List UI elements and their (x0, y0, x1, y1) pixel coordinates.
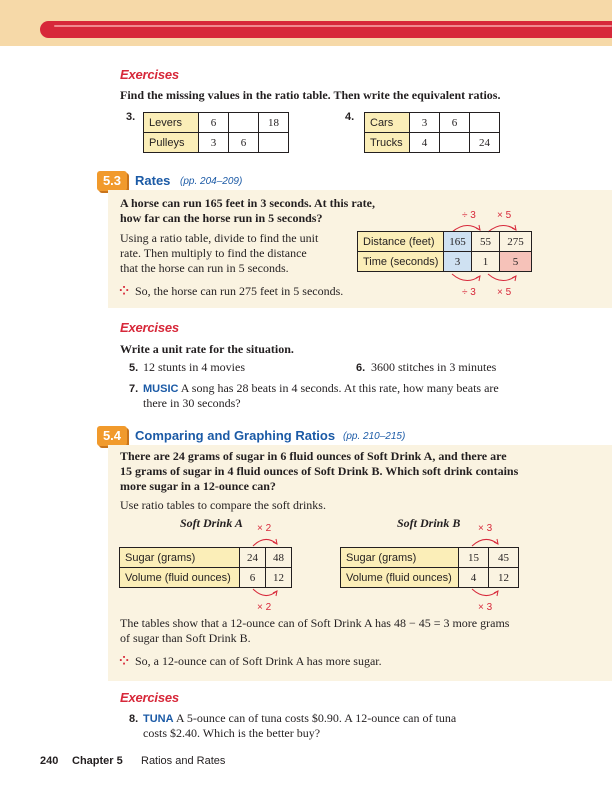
ratio-table-drink-b (340, 547, 519, 588)
exercise-text-line: A song has 28 beats in 4 seconds. At this rate, how many beats are (180, 381, 499, 395)
conclusion-bullet-icon: ⁘ (119, 284, 130, 298)
row-label: Trucks (365, 133, 410, 153)
row-label: Time (seconds) (358, 252, 444, 272)
table-row (144, 133, 289, 153)
example-problem: A horse can run 165 feet in 3 seconds. At this rate, (120, 196, 375, 210)
example-explanation: that the horse can run in 5 seconds. (120, 261, 289, 275)
exercises-heading: Exercises (120, 67, 179, 82)
table-cell: 6 (440, 113, 470, 133)
table-cell: 24 (240, 548, 266, 568)
arrow-icon (440, 273, 532, 287)
table-cell: 3 (410, 113, 440, 133)
table-cell: 6 (229, 133, 259, 153)
example-problem: how far can the horse run in 5 seconds? (120, 211, 323, 225)
table-cell: 3 (444, 252, 472, 272)
table-row (365, 113, 500, 133)
table-cell: 3 (199, 133, 229, 153)
row-label: Distance (feet) (358, 232, 444, 252)
example-result: The tables show that a 12-ounce can of Soft Drink A has 48 − 45 = 3 more grams (120, 616, 510, 630)
footer-chapter-title: Ratios and Rates (141, 755, 226, 767)
exercise-number: 6. (356, 362, 366, 374)
arrow-icon (463, 533, 505, 547)
exercise-tag: MUSIC (143, 383, 179, 395)
row-label: Pulleys (144, 133, 199, 153)
exercise-text (143, 381, 499, 397)
table-cell: 12 (489, 568, 519, 588)
table-cell: 6 (199, 113, 229, 133)
drink-a-title: Soft Drink A (180, 516, 243, 530)
example-explanation: Use ratio tables to compare the soft drinks. (120, 498, 326, 512)
row-label: Sugar (grams) (341, 548, 459, 568)
table-row (144, 113, 289, 133)
example-problem: There are 24 grams of sugar in 6 fluid ounces of Soft Drink A, and there are (120, 449, 507, 463)
exercises-heading: Exercises (120, 690, 179, 705)
exercise-text: 3600 stitches in 3 minutes (371, 360, 497, 374)
table-cell: 1 (472, 252, 500, 272)
example-explanation: rate. Then multiply to find the distance (120, 246, 307, 260)
exercises-instruction: Find the missing values in the ratio table. Then write the equivalent ratios. (120, 88, 501, 102)
table-row (365, 133, 500, 153)
operation-label: ÷ 3 (462, 210, 476, 221)
exercise-text (143, 711, 456, 727)
example-conclusion: So, the horse can run 275 feet in 5 seconds. (135, 284, 344, 298)
exercises-heading: Exercises (120, 320, 179, 335)
operation-label: × 2 (257, 602, 272, 613)
section-badge: 5.3 (97, 171, 127, 191)
exercise-text-line: there in 30 seconds? (143, 396, 241, 410)
table-cell (470, 113, 500, 133)
table-cell (229, 113, 259, 133)
row-label: Cars (365, 113, 410, 133)
example-explanation: Using a ratio table, divide to find the unit (120, 231, 319, 245)
conclusion-bullet-icon: ⁘ (119, 654, 130, 668)
table-cell: 45 (489, 548, 519, 568)
table-row (341, 548, 519, 568)
operation-label: × 3 (478, 602, 493, 613)
exercise-number: 3. (126, 111, 136, 123)
banner-strip (40, 21, 612, 38)
table-cell: 55 (472, 232, 500, 252)
table-row (341, 568, 519, 588)
table-cell: 6 (240, 568, 266, 588)
table-cell: 15 (459, 548, 489, 568)
table-cell: 18 (259, 113, 289, 133)
arrow-icon (463, 588, 505, 602)
table-cell (259, 133, 289, 153)
drink-b-title: Soft Drink B (397, 516, 461, 530)
table-cell: 24 (470, 133, 500, 153)
table-row (120, 548, 292, 568)
section-title: Comparing and Graphing Ratios (135, 428, 336, 443)
section-badge: 5.4 (97, 426, 127, 446)
exercise-text-line: costs $2.40. Which is the better buy? (143, 726, 321, 740)
exercise-text: 12 stunts in 4 movies (143, 360, 246, 374)
exercise-number: 7. (129, 383, 139, 395)
table-cell: 5 (500, 252, 532, 272)
table-cell: 48 (266, 548, 292, 568)
table-cell: 165 (444, 232, 472, 252)
exercise-number: 4. (345, 111, 355, 123)
ratio-table-rates (357, 231, 532, 272)
exercise-tag: TUNA (143, 713, 174, 725)
table-cell: 275 (500, 232, 532, 252)
row-label: Volume (fluid ounces) (341, 568, 459, 588)
operation-label: × 5 (497, 287, 512, 298)
example-conclusion: So, a 12-ounce can of Soft Drink A has more sugar. (135, 654, 382, 668)
section-pages: (pp. 204–209) (180, 176, 243, 187)
table-cell: 4 (410, 133, 440, 153)
table-row (358, 252, 532, 272)
operation-label: ÷ 3 (462, 287, 476, 298)
exercise-number: 5. (129, 362, 139, 374)
ratio-table-drink-a (119, 547, 292, 588)
table-cell: 12 (266, 568, 292, 588)
ratio-table-ex4 (364, 112, 500, 153)
exercises-instruction: Write a unit rate for the situation. (120, 342, 294, 356)
row-label: Volume (fluid ounces) (120, 568, 240, 588)
footer-chapter: Chapter 5 (72, 755, 123, 767)
example-problem: more sugar in a 12-ounce can? (120, 479, 276, 493)
row-label: Sugar (grams) (120, 548, 240, 568)
table-cell: 4 (459, 568, 489, 588)
ratio-table-ex3 (143, 112, 289, 153)
exercise-text-line: A 5-ounce can of tuna costs $0.90. A 12-ounce can of tuna (175, 711, 457, 725)
row-label: Levers (144, 113, 199, 133)
operation-label: × 5 (497, 210, 512, 221)
table-cell (440, 133, 470, 153)
table-row (120, 568, 292, 588)
table-row (358, 232, 532, 252)
top-banner (0, 0, 612, 46)
page-number: 240 (40, 755, 59, 767)
example-result: of sugar than Soft Drink B. (120, 631, 251, 645)
arrow-icon (244, 588, 284, 602)
example-problem: 15 grams of sugar in 4 fluid ounces of Soft Drink B. Which soft drink contains (120, 464, 519, 478)
section-title: Rates (135, 173, 171, 188)
operation-label: × 3 (478, 523, 493, 534)
arrow-icon (244, 533, 284, 547)
exercise-number: 8. (129, 713, 139, 725)
operation-label: × 2 (257, 523, 272, 534)
section-pages: (pp. 210–215) (343, 431, 406, 442)
